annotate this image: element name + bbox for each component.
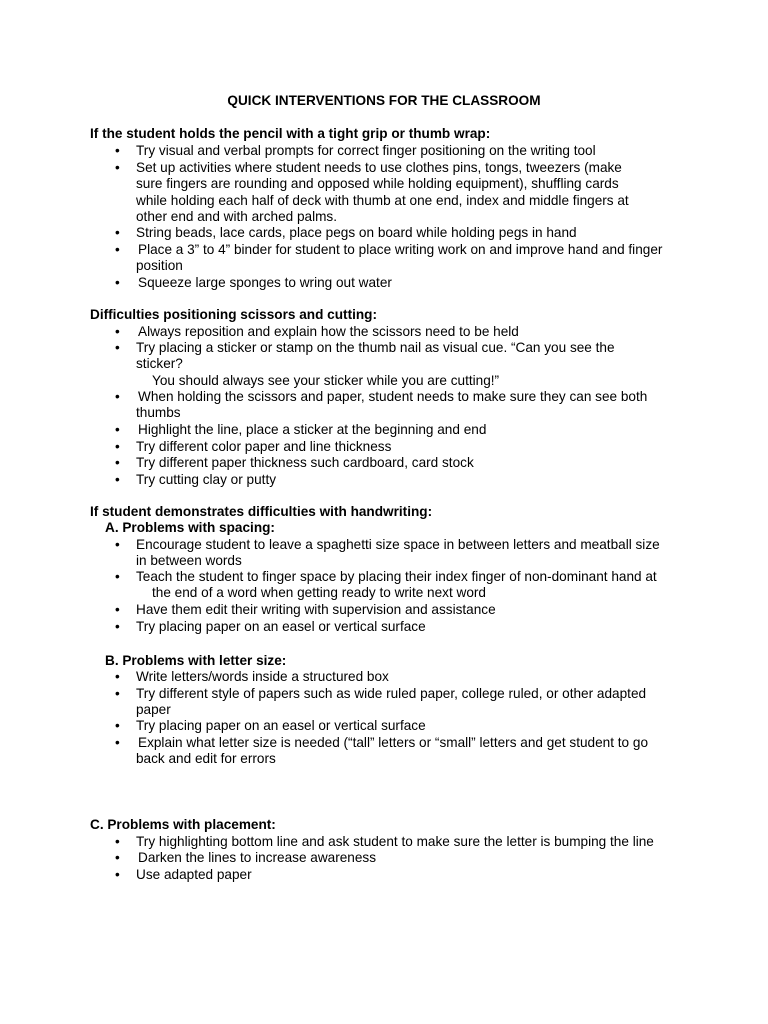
list-item: • Explain what letter size is needed (“tall” letters or “small” letters and get student to go back and edit for errors	[136, 735, 676, 768]
list-item: • Try placing a sticker or stamp on the thumb nail as visual cue. “Can you see the sticker? You should always see your sticker while you are cutting!”	[136, 340, 676, 389]
page-title: QUICK INTERVENTIONS FOR THE CLASSROOM	[227, 93, 541, 108]
list-item: • Try visual and verbal prompts for correct finger positioning on the writing tool	[136, 143, 676, 159]
list-item: • Try highlighting bottom line and ask student to make sure the letter is bumping the line	[136, 834, 676, 850]
list-item: • Set up activities where student needs to use clothes pins, tongs, tweezers (make sure fingers are rounding and opposed while holding equipment), shuffling cards while holding each half of deck with thumb at one end, index and middle fingers at other end and with arched palms.	[136, 160, 676, 226]
list-item: • Try different paper thickness such cardboard, card stock	[136, 455, 676, 471]
list-item: • Write letters/words inside a structured box	[136, 669, 676, 685]
list-item: • Use adapted paper	[136, 867, 676, 883]
list-item: • Always reposition and explain how the scissors need to be held	[136, 324, 676, 340]
list-item: • Try different color paper and line thickness	[136, 439, 676, 455]
subsection-heading-placement: C. Problems with placement:	[90, 817, 276, 832]
subsection-heading-spacing: A. Problems with spacing:	[105, 520, 275, 535]
section-heading-pencil: If the student holds the pencil with a tight grip or thumb wrap:	[90, 126, 491, 141]
list-item: • Place a 3” to 4” binder for student to place writing work on and improve hand and finger position	[136, 242, 676, 275]
list-item: • Encourage student to leave a spaghetti size space in between letters and meatball size in between words	[136, 537, 676, 570]
list-item: • Try placing paper on an easel or vertical surface	[136, 619, 676, 635]
section-heading-handwriting: If student demonstrates difficulties with handwriting:	[90, 504, 433, 519]
list-item: • Try cutting clay or putty	[136, 472, 676, 488]
list-item: • Try different style of papers such as wide ruled paper, college ruled, or other adapted paper	[136, 686, 676, 719]
list-item: • String beads, lace cards, place pegs on board while holding pegs in hand	[136, 225, 676, 241]
list-item: • Highlight the line, place a sticker at the beginning and end	[136, 422, 676, 438]
list-item: • Teach the student to finger space by placing their index finger of non-dominant hand at the end of a word when getting ready to write next word	[136, 569, 676, 602]
section-heading-scissors: Difficulties positioning scissors and cutting:	[90, 307, 378, 322]
list-item: • Darken the lines to increase awareness	[136, 850, 676, 866]
list-item: • Try placing paper on an easel or vertical surface	[136, 718, 676, 734]
subsection-heading-letter-size: B. Problems with letter size:	[105, 653, 287, 668]
list-item: • When holding the scissors and paper, student needs to make sure they can see both thumbs	[136, 389, 676, 422]
list-item: • Squeeze large sponges to wring out water	[136, 275, 676, 291]
list-item: • Have them edit their writing with supervision and assistance	[136, 602, 676, 618]
